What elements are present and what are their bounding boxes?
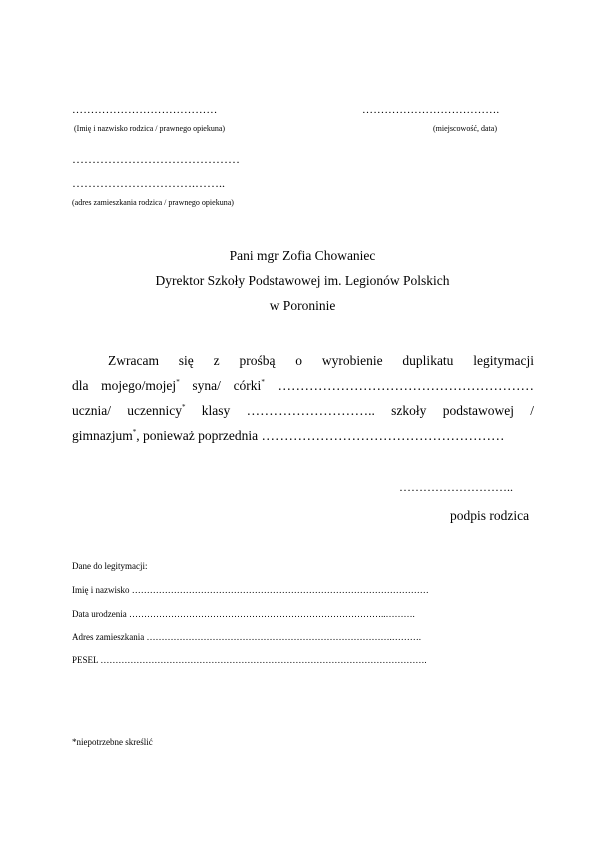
body-line-3	[72, 398, 534, 423]
footnote: *niepotrzebne skreślić	[72, 737, 153, 747]
recipient-line-2: Dyrektor Szkoły Podstawowej im. Legionów Polskich	[155, 273, 450, 288]
name-dots[interactable]: …………………………………	[72, 104, 218, 116]
field-pesel[interactable]: PESEL ……………………………………………………………………………………………….	[72, 655, 427, 665]
legitimation-heading: Dane do legitymacji:	[72, 561, 148, 571]
place-date-label: (miejscowość, data)	[433, 124, 497, 133]
reason-dots[interactable]: , ponieważ poprzednia ………………………………………………	[136, 428, 505, 443]
asterisk-4: *	[132, 428, 137, 436]
address-dots-1[interactable]: ……………………………………	[72, 152, 240, 166]
place-date-dots[interactable]: ……………………………….	[362, 104, 500, 116]
signature-dots[interactable]: ………………………..	[399, 480, 513, 494]
request-paragraph	[72, 348, 534, 448]
body-line-4-a: gimnazjum	[72, 428, 133, 443]
body-line-2-b: syna/ córki	[179, 378, 262, 393]
class-dots[interactable]: klasy ……………………….. szkoły podstawowej /	[185, 403, 534, 418]
recipient-line-3: w Poroninie	[269, 298, 336, 313]
body-line-2	[72, 373, 534, 398]
body-line-2-a: dla mojego/mojej	[72, 378, 177, 393]
asterisk-3: *	[182, 403, 186, 411]
field-full-name[interactable]: Imię i nazwisko ………………………………………………………………………………………	[72, 585, 429, 595]
asterisk-1: *	[176, 378, 180, 386]
address-label: (adres zamieszkania rodzica / prawnego opiekuna)	[72, 198, 234, 207]
field-address[interactable]: Adres zamieszkania ……………………………………………………………………….……….	[72, 632, 421, 642]
asterisk-2: *	[261, 378, 265, 386]
recipient-line-1: Pani mgr Zofia Chowaniec	[229, 248, 376, 263]
field-birth-date[interactable]: Data urodzenia …………………………………………………………………………..……….	[72, 609, 415, 619]
child-name-dots[interactable]: …………………………………………………	[264, 378, 535, 393]
name-label: (Imię i nazwisko rodzica / prawnego opiekuna)	[74, 124, 226, 133]
body-line-1: Zwracam się z prośbą o wyrobienie duplikatu legitymacji	[108, 353, 534, 368]
body-line-4	[72, 423, 534, 448]
address-dots-2[interactable]: ………………………….……..	[72, 176, 225, 190]
body-line-3-a: ucznia/ uczennicy	[72, 403, 182, 418]
signature-label: podpis rodzica	[450, 508, 530, 523]
